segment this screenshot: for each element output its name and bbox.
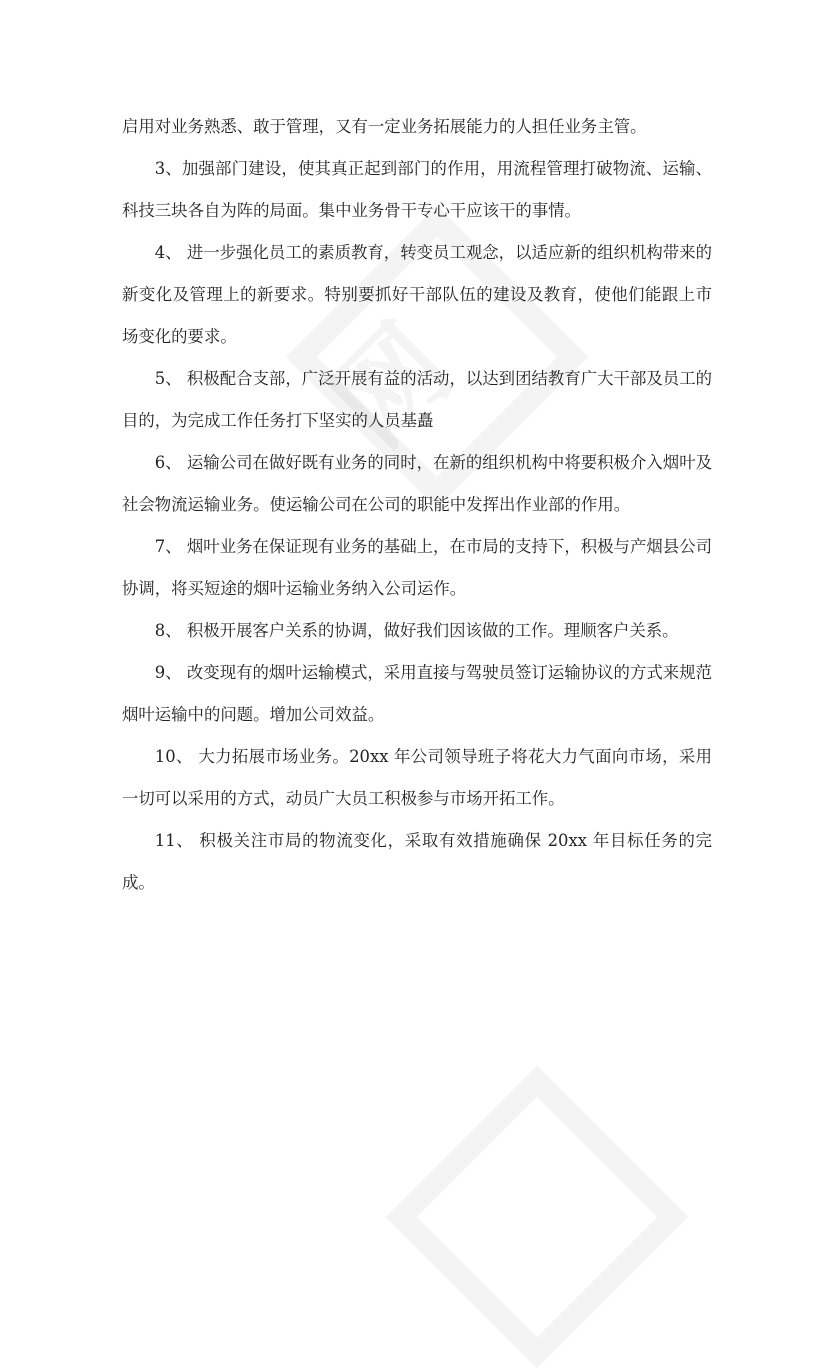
- paragraph-item-4: 4、 进一步强化员工的素质教育，转变员工观念，以适应新的组织机构带来的新变化及管理上的新要求。特别要抓好干部队伍的建设及教育，使他们能跟上市场变化的要求。: [122, 243, 712, 346]
- paragraph-item-11: 11、 积极关注市局的物流变化，采取有效措施确保 20xx 年目标任务的完成。: [122, 831, 712, 892]
- paragraph-item-10: 10、 大力拓展市场业务。20xx 年公司领导班子将花大力气面向市场，采用一切可以采用的方式，动员广大员工积极参与市场开拓工作。: [122, 747, 712, 808]
- paragraph-continuation: 启用对业务熟悉、敢于管理，又有一定业务拓展能力的人担任业务主管。: [122, 117, 647, 136]
- paragraph-item-3: 3、加强部门建设，使其真正起到部门的作用，用流程管理打破物流、运输、科技三块各自为阵的局面。集中业务骨干专心干应该干的事情。: [122, 159, 712, 220]
- paragraph-item-8: 8、 积极开展客户关系的协调，做好我们因该做的工作。理顺客户关系。: [154, 621, 679, 640]
- paragraph-item-7: 7、 烟叶业务在保证现有业务的基础上，在市局的支持下，积极与产烟县公司协调，将买短途的烟叶运输业务纳入公司运作。: [122, 537, 712, 598]
- paragraph-item-6: 6、 运输公司在做好既有业务的同时，在新的组织机构中将要积极介入烟叶及社会物流运输业务。使运输公司在公司的职能中发挥出作业部的作用。: [122, 453, 712, 514]
- document-body: [122, 106, 712, 904]
- watermark-stamp-bottom: [386, 1066, 689, 1368]
- paragraph-item-5: 5、 积极配合支部，广泛开展有益的活动，以达到团结教育广大干部及员工的目的，为完成工作任务打下坚实的人员基矗: [122, 369, 712, 430]
- paragraph-item-9: 9、 改变现有的烟叶运输模式，采用直接与驾驶员签订运输协议的方式来规范烟叶运输中的问题。增加公司效益。: [122, 663, 712, 724]
